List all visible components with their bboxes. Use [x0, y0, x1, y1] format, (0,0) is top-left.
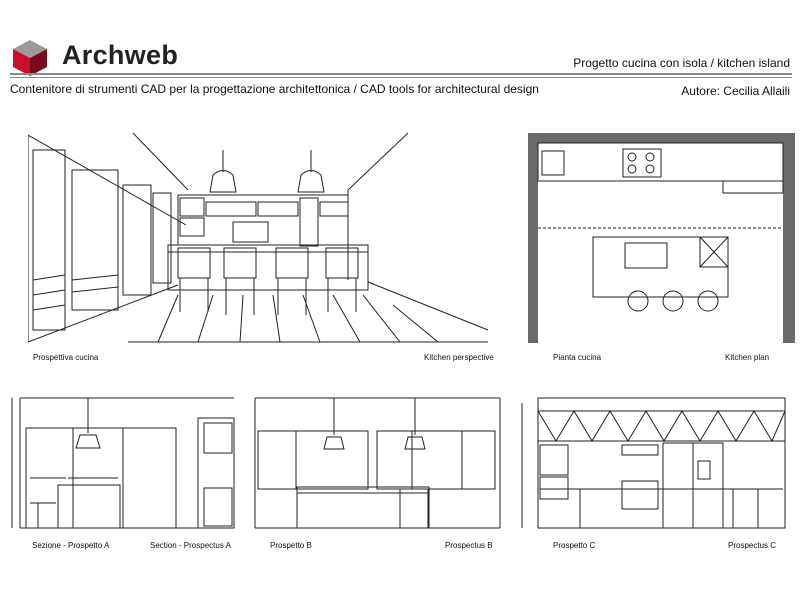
perspective-caption-it: Prospettiva cucina [33, 353, 99, 362]
elevation-b-drawing [252, 393, 502, 533]
elevation-c-caption-it: Prospetto C [553, 541, 596, 550]
plan-caption-en: Kitchen plan [725, 353, 770, 362]
brand-name: Archweb [62, 40, 179, 70]
archweb-logo-icon [10, 38, 50, 78]
header-rule-thin [10, 77, 792, 78]
author-label: Autore: Cecilia Allaili [681, 84, 790, 98]
project-title: Progetto cucina con isola / kitchen island [573, 56, 790, 70]
page-subtitle: Contenitore di strumenti CAD per la progettazione architettonica / CAD tools for architectural design [10, 82, 539, 96]
kitchen-plan-drawing [528, 133, 795, 343]
elevation-b-caption-en: Prospectus B [445, 541, 493, 550]
elevation-a-caption-it: Sezione - Prospetto A [32, 541, 110, 550]
plan-caption-it: Pianta cucina [553, 353, 602, 362]
elevation-a-caption-en: Section - Prospectus A [150, 541, 231, 550]
elevation-c-drawing [518, 393, 788, 533]
elevation-c-caption-en: Prospectus C [728, 541, 777, 550]
kitchen-perspective-drawing [28, 130, 493, 345]
elevation-a-drawing [8, 393, 236, 533]
elevation-b-caption-it: Prospetto B [270, 541, 312, 550]
perspective-caption-en: Kitchen perspective [424, 353, 494, 362]
header-rule [10, 73, 792, 75]
